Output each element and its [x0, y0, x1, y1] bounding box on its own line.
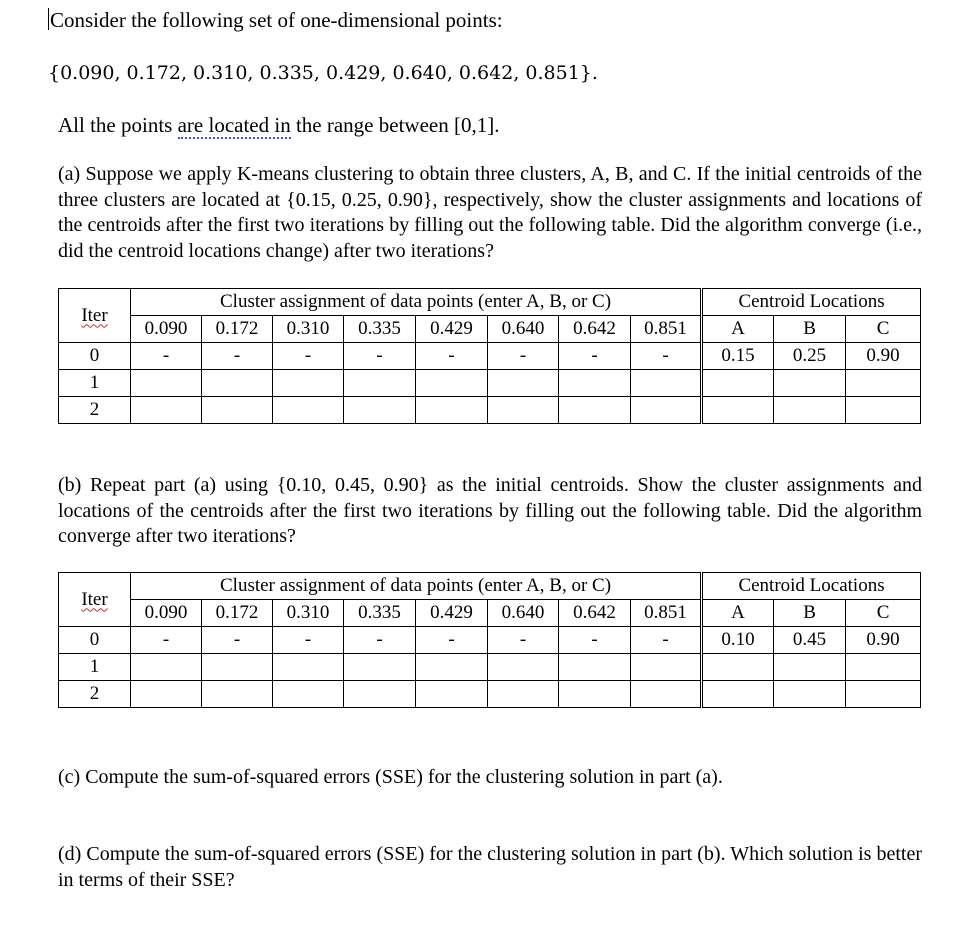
assign-cell[interactable]: - [631, 343, 702, 370]
part-c-text: (c) Compute the sum-of-squared errors (SSE) for the clustering solution in part (a). [58, 766, 723, 788]
intro-line: Consider the following set of one-dimensional points: [50, 8, 503, 32]
assign-cell[interactable] [202, 654, 273, 681]
point-header: 0.090 [131, 316, 202, 343]
iter-cell: 1 [59, 370, 131, 397]
assign-cell[interactable] [273, 397, 344, 424]
assign-cell[interactable]: - [344, 627, 416, 654]
centroid-cell[interactable] [702, 370, 774, 397]
centroid-label: A [702, 600, 774, 627]
assign-cell[interactable] [631, 654, 702, 681]
centroid-cell[interactable] [702, 654, 774, 681]
centroid-cell[interactable] [846, 370, 921, 397]
assign-cell[interactable]: - [416, 627, 488, 654]
assign-cell[interactable] [273, 370, 344, 397]
assign-cell[interactable] [416, 654, 488, 681]
centroid-cell[interactable]: 0.90 [846, 343, 921, 370]
assign-cell[interactable] [631, 370, 702, 397]
points-set: {0.090, 0.172, 0.310, 0.335, 0.429, 0.640, 0.642, 0.851}. [48, 62, 598, 84]
assign-cell[interactable]: - [273, 343, 344, 370]
centroid-label: B [774, 600, 846, 627]
iter-cell: 0 [59, 627, 131, 654]
part-d-text: (d) Compute the sum-of-squared errors (SSE) for the clustering solution in part (b). Which solution is better in terms of their SSE? [58, 843, 922, 891]
centroid-cell[interactable] [774, 654, 846, 681]
point-header: 0.090 [131, 600, 202, 627]
point-header: 0.335 [344, 600, 416, 627]
centroid-cell[interactable] [774, 681, 846, 708]
centroid-cell[interactable] [702, 681, 774, 708]
table-row [59, 681, 921, 708]
assign-cell[interactable]: - [488, 343, 559, 370]
assign-cell[interactable] [131, 681, 202, 708]
iter-header: Iter [59, 289, 131, 343]
centroid-label: A [702, 316, 774, 343]
assign-cell[interactable] [344, 397, 416, 424]
assign-cell[interactable]: - [559, 627, 631, 654]
centroid-label: C [846, 600, 921, 627]
centroid-cell[interactable] [774, 370, 846, 397]
grammar-flag[interactable]: are located in [177, 113, 291, 137]
centroid-cell[interactable]: 0.45 [774, 627, 846, 654]
assign-cell[interactable] [559, 654, 631, 681]
assign-cell[interactable] [559, 397, 631, 424]
table-row [59, 397, 921, 424]
assign-cell[interactable]: - [131, 343, 202, 370]
text-cursor [48, 8, 49, 30]
assign-cell[interactable] [131, 370, 202, 397]
assign-cell[interactable] [559, 681, 631, 708]
centroid-cell[interactable] [774, 397, 846, 424]
point-header: 0.851 [631, 316, 702, 343]
centroid-cell[interactable]: 0.15 [702, 343, 774, 370]
centroid-cell[interactable] [846, 681, 921, 708]
point-header: 0.429 [416, 316, 488, 343]
part-a-text: (a) Suppose we apply K-means clustering to obtain three clusters, A, B, and C. If the initial centroids of the three clusters are located at {0.15, 0.25, 0.90}, respectively, show the cluster assignments and locations of the centroids after the first two iterations by filling out the following table. Did the algorithm converge (i.e., did the centroid locations change) after two iterations? [58, 163, 922, 262]
centroid-label: B [774, 316, 846, 343]
assign-cell[interactable] [344, 370, 416, 397]
assign-cell[interactable] [488, 370, 559, 397]
point-header: 0.640 [488, 316, 559, 343]
table-row [59, 343, 921, 370]
point-header: 0.172 [202, 600, 273, 627]
iter-cell: 0 [59, 343, 131, 370]
centroid-cell[interactable] [846, 654, 921, 681]
assign-cell[interactable] [416, 370, 488, 397]
assignment-header: Cluster assignment of data points (enter A, B, or C) [131, 573, 702, 600]
assign-cell[interactable] [344, 654, 416, 681]
assign-cell[interactable]: - [631, 627, 702, 654]
point-header: 0.851 [631, 600, 702, 627]
assign-cell[interactable] [559, 370, 631, 397]
assign-cell[interactable]: - [202, 627, 273, 654]
assign-cell[interactable] [416, 397, 488, 424]
assign-cell[interactable] [202, 681, 273, 708]
point-header: 0.640 [488, 600, 559, 627]
assign-cell[interactable] [202, 397, 273, 424]
point-header: 0.335 [344, 316, 416, 343]
centroid-label: C [846, 316, 921, 343]
assign-cell[interactable] [131, 397, 202, 424]
assign-cell[interactable] [131, 654, 202, 681]
centroid-header: Centroid Locations [702, 289, 921, 316]
point-header: 0.429 [416, 600, 488, 627]
table-row [59, 654, 921, 681]
part-b-text: (b) Repeat part (a) using {0.10, 0.45, 0.90} as the initial centroids. Show the cluster assignments and locations of the centroids after the first two iterations by filling out the following table. Did the algorithm converge after two iterations? [58, 474, 922, 547]
table-a [58, 288, 921, 424]
iter-cell: 2 [59, 397, 131, 424]
assign-cell[interactable]: - [416, 343, 488, 370]
assign-cell[interactable]: - [488, 627, 559, 654]
assign-cell[interactable] [488, 397, 559, 424]
centroid-cell[interactable]: 0.90 [846, 627, 921, 654]
assign-cell[interactable] [488, 681, 559, 708]
assign-cell[interactable]: - [273, 627, 344, 654]
table-row [59, 627, 921, 654]
centroid-cell[interactable] [846, 397, 921, 424]
centroid-cell[interactable]: 0.10 [702, 627, 774, 654]
centroid-cell[interactable] [702, 397, 774, 424]
centroid-cell[interactable]: 0.25 [774, 343, 846, 370]
assign-cell[interactable] [631, 681, 702, 708]
assign-cell[interactable]: - [131, 627, 202, 654]
iter-cell: 2 [59, 681, 131, 708]
assign-cell[interactable] [273, 681, 344, 708]
assign-cell[interactable] [416, 681, 488, 708]
assign-cell[interactable]: - [344, 343, 416, 370]
point-header: 0.642 [559, 600, 631, 627]
assign-cell[interactable]: - [559, 343, 631, 370]
table-row [59, 370, 921, 397]
assign-cell[interactable] [202, 370, 273, 397]
assign-cell[interactable] [488, 654, 559, 681]
point-header: 0.642 [559, 316, 631, 343]
assign-cell[interactable] [273, 654, 344, 681]
iter-cell: 1 [59, 654, 131, 681]
point-header: 0.310 [273, 316, 344, 343]
assignment-header: Cluster assignment of data points (enter A, B, or C) [131, 289, 702, 316]
iter-header: Iter [59, 573, 131, 627]
range-sentence: All the points are located in the range between [0,1]. [58, 113, 500, 137]
assign-cell[interactable] [344, 681, 416, 708]
point-header: 0.310 [273, 600, 344, 627]
table-b [58, 572, 921, 708]
centroid-header: Centroid Locations [702, 573, 921, 600]
assign-cell[interactable] [631, 397, 702, 424]
assign-cell[interactable]: - [202, 343, 273, 370]
point-header: 0.172 [202, 316, 273, 343]
